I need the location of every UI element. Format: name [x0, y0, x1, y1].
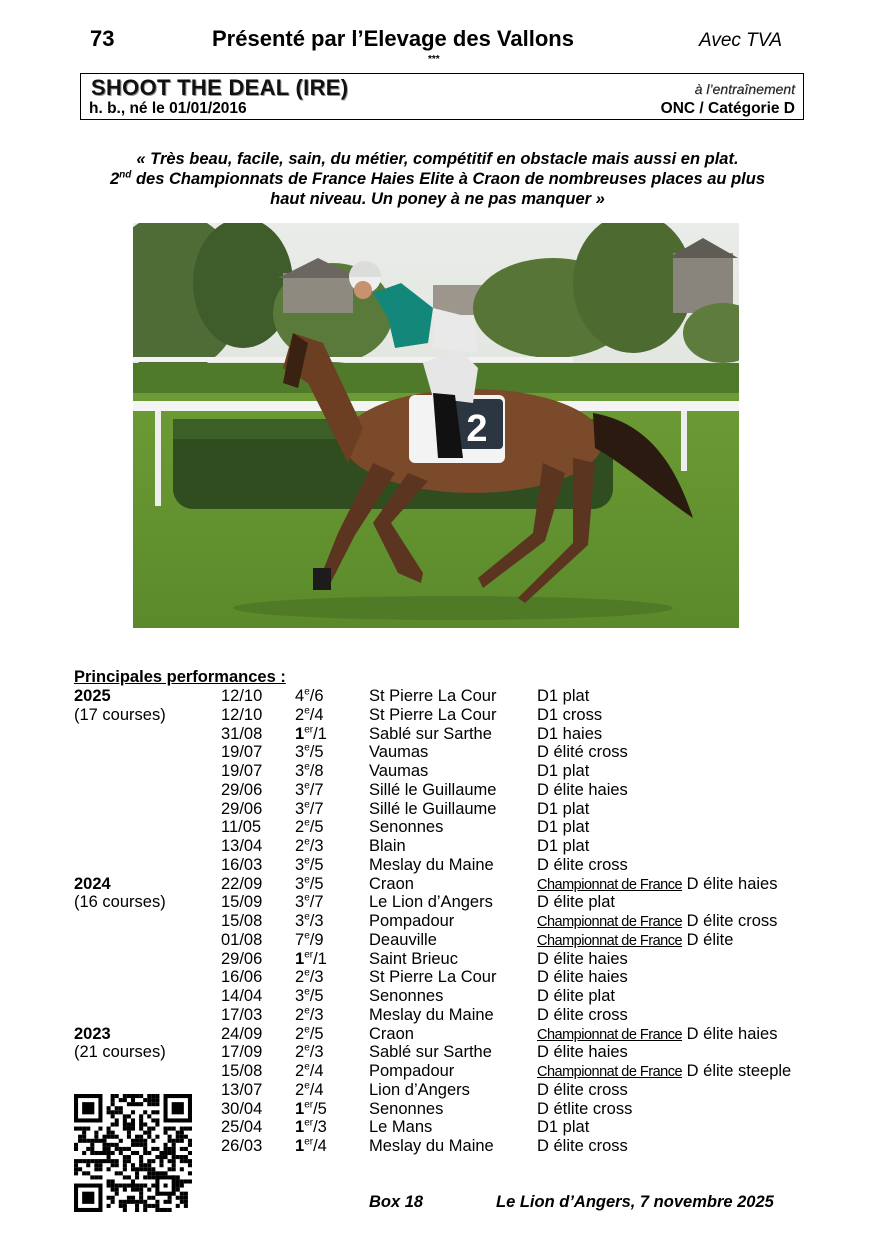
- race-type: D élite cross: [537, 1080, 628, 1099]
- championship-label: Championnat de France: [537, 1026, 683, 1043]
- race-venue: Vaumas: [369, 762, 429, 780]
- race-type: D élite haies: [537, 1043, 628, 1062]
- race-placing: 3e/7: [295, 799, 324, 818]
- race-placing: 3e/8: [295, 761, 324, 780]
- race-placing: 3e/7: [295, 892, 324, 912]
- race-date: 26/03: [221, 1137, 263, 1155]
- race-venue: Craon: [369, 1024, 414, 1043]
- saddle-number: 2: [466, 408, 488, 450]
- race-placing: 2e/4: [295, 1080, 324, 1099]
- race-placing: 4e/6: [295, 686, 324, 705]
- race-type: Championnat de France D élite haies: [537, 874, 778, 893]
- race-venue: Meslay du Maine: [369, 1137, 494, 1155]
- race-date: 17/09: [221, 1043, 263, 1062]
- race-date: 30/04: [221, 1099, 263, 1118]
- race-venue: Sablé sur Sarthe: [369, 724, 492, 743]
- race-venue: Senonnes: [369, 1099, 444, 1118]
- race-date: 17/03: [221, 1005, 263, 1024]
- race-type: D1 plat: [537, 799, 590, 818]
- race-venue: St Pierre La Cour: [369, 968, 497, 987]
- race-type: D1 plat: [537, 837, 590, 855]
- race-type: D1 plat: [537, 818, 590, 837]
- separator-stars: ***: [428, 54, 440, 65]
- sale-place-date: Le Lion d’Angers, 7 novembre 2025: [496, 1193, 774, 1211]
- race-date: 12/10: [221, 687, 263, 705]
- race-placing: 1er/1: [295, 724, 327, 743]
- performances-title: Principales performances :: [74, 668, 286, 686]
- race-venue: Saint Brieuc: [369, 949, 458, 968]
- race-type: D élite plat: [537, 893, 615, 912]
- race-placing: 1er/5: [295, 1099, 327, 1118]
- race-date: 16/06: [221, 968, 263, 987]
- race-date: 12/10: [221, 705, 263, 724]
- race-date: 19/07: [221, 762, 263, 780]
- season-year: 2024: [74, 874, 111, 893]
- race-date: 24/09: [221, 1024, 263, 1043]
- training-status: à l’entraînement: [694, 81, 795, 97]
- qr-code: [74, 1094, 192, 1212]
- season-year: 2023: [74, 1024, 111, 1043]
- race-type: D élite haies: [537, 949, 628, 968]
- quote-line-2: 2nd des Championnats de France Haies Elite à Craon de nombreuses places au plus: [109, 169, 766, 188]
- race-placing: 1er/3: [295, 1117, 327, 1137]
- race-venue: Le Lion d’Angers: [369, 893, 493, 912]
- horse-identity-box: [80, 73, 804, 120]
- race-placing: 3e/3: [295, 911, 324, 930]
- lot-number: 73: [90, 26, 115, 51]
- race-type: D1 plat: [537, 1118, 590, 1137]
- race-placing: 2e/4: [295, 1061, 324, 1080]
- race-type: D élite cross: [537, 1005, 628, 1024]
- championship-label: Championnat de France: [537, 1064, 683, 1080]
- race-venue: Vaumas: [369, 743, 429, 762]
- race-type: D élite cross: [537, 855, 628, 874]
- presenter-title: Présenté par l’Elevage des Vallons: [212, 26, 574, 51]
- race-placing: 2e/5: [295, 1024, 324, 1043]
- race-type: D élité cross: [537, 743, 628, 762]
- horse-name: SHOOT THE DEAL (IRE): [91, 75, 349, 100]
- race-placing: 3e/5: [295, 986, 324, 1005]
- race-placing: 2e/3: [295, 836, 324, 855]
- race-date: 15/08: [221, 912, 263, 930]
- race-date: 25/04: [221, 1118, 263, 1137]
- race-venue: Blain: [369, 837, 406, 855]
- race-placing: 3e/5: [295, 874, 324, 893]
- race-type: Championnat de France D élite steeple: [537, 1062, 792, 1080]
- race-date: 15/08: [221, 1062, 263, 1080]
- race-venue: Sillé le Guillaume: [369, 799, 497, 818]
- race-type: Championnat de France D élite: [537, 930, 734, 949]
- race-date: 29/06: [221, 780, 263, 799]
- horse-category: ONC / Catégorie D: [660, 100, 795, 117]
- race-venue: Senonnes: [369, 987, 444, 1005]
- race-placing: 2e/4: [295, 705, 324, 724]
- race-venue: Le Mans: [369, 1118, 433, 1137]
- race-venue: St Pierre La Cour: [369, 687, 497, 705]
- race-placing: 2e/3: [295, 1042, 324, 1062]
- race-type: D1 plat: [537, 687, 590, 705]
- race-venue: Craon: [369, 874, 414, 893]
- race-date: 15/09: [221, 893, 263, 912]
- race-placing: 2e/3: [295, 1005, 324, 1024]
- quote-line-1: « Très beau, facile, sain, du métier, compétitif en obstacle mais aussi en plat.: [136, 150, 739, 168]
- quote-line-3: haut niveau. Un poney à ne pas manquer »: [270, 190, 605, 208]
- horse-birth: h. b., né le 01/01/2016: [89, 100, 247, 117]
- race-venue: Meslay du Maine: [369, 1005, 494, 1024]
- race-date: 22/09: [221, 874, 263, 893]
- race-type: D étlite cross: [537, 1099, 633, 1118]
- race-date: 16/03: [221, 855, 263, 874]
- race-placing: 1er/1: [295, 949, 327, 968]
- race-venue: Senonnes: [369, 818, 444, 837]
- season-race-count: (16 courses): [74, 893, 166, 912]
- race-type: D1 cross: [537, 705, 603, 724]
- championship-label: Championnat de France: [537, 876, 683, 893]
- race-date: 13/07: [221, 1080, 263, 1099]
- race-date: 13/04: [221, 837, 263, 855]
- race-placing: 3e/7: [295, 780, 324, 799]
- race-venue: Meslay du Maine: [369, 855, 494, 874]
- horse-photo: [133, 223, 739, 628]
- race-placing: 2e/5: [295, 817, 324, 837]
- box-number: Box 18: [369, 1193, 424, 1211]
- race-date: 14/04: [221, 987, 263, 1005]
- race-date: 11/05: [221, 818, 262, 837]
- race-placing: 7e/9: [295, 930, 324, 949]
- race-venue: Sillé le Guillaume: [369, 780, 497, 799]
- race-date: 19/07: [221, 743, 263, 762]
- race-venue: Pompadour: [369, 1062, 455, 1080]
- race-type: D élite cross: [537, 1137, 628, 1155]
- race-date: 29/06: [221, 799, 263, 818]
- race-type: D élite plat: [537, 987, 615, 1005]
- race-placing: 3e/5: [295, 855, 324, 874]
- race-type: D élite haies: [537, 968, 628, 987]
- race-placing: 2e/3: [295, 967, 324, 987]
- race-venue: Deauville: [369, 930, 437, 949]
- championship-label: Championnat de France: [537, 914, 683, 930]
- race-venue: Lion d’Angers: [369, 1080, 470, 1099]
- race-placing: 1er/4: [295, 1136, 327, 1155]
- race-venue: St Pierre La Cour: [369, 705, 497, 724]
- season-year: 2025: [74, 687, 111, 705]
- race-venue: Pompadour: [369, 912, 455, 930]
- race-venue: Sablé sur Sarthe: [369, 1043, 492, 1062]
- race-date: 29/06: [221, 949, 263, 968]
- race-type: D élite haies: [537, 780, 628, 799]
- race-type: Championnat de France D élite cross: [537, 912, 778, 930]
- season-race-count: (21 courses): [74, 1043, 166, 1062]
- season-race-count: (17 courses): [74, 705, 166, 724]
- description-quote: [80, 149, 795, 209]
- race-type: Championnat de France D élite haies: [537, 1024, 778, 1043]
- race-date: 31/08: [221, 724, 263, 743]
- championship-label: Championnat de France: [537, 932, 683, 949]
- race-placing: 3e/5: [295, 742, 324, 762]
- vat-label: Avec TVA: [699, 30, 783, 51]
- race-date: 01/08: [221, 930, 263, 949]
- race-type: D1 haies: [537, 724, 603, 743]
- race-type: D1 plat: [537, 762, 590, 780]
